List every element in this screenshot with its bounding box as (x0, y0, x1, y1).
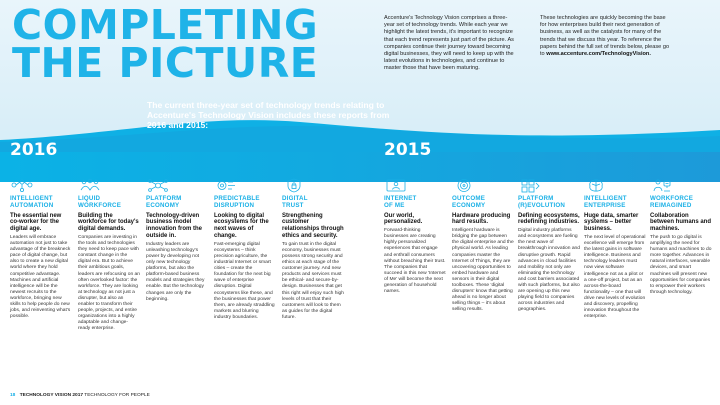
trend-title: PREDICTABLE DISRUPTION (214, 195, 260, 209)
trend-digital-trust (282, 178, 344, 321)
trend-body: Industry leaders are unleashing technology's power by developing not only new technology platforms, but also the platform-based business models and strategies they enable. But the technology changes are only the beginning. (146, 241, 205, 302)
trend-body: Intelligent hardware is bridging the gap between the digital enterprise and the physical world. As leading companies master the Internet of Things, they are uncovering opportunities to embed hardware and sensors in their digital toolboxes. These 'digital disrupters' know that getting ahead is no longer about selling things – it's about selling results. (452, 228, 514, 313)
trend-subtitle: Looking to digital ecosystems for the next waves of change. (214, 212, 269, 239)
intro-text-2 (540, 15, 670, 58)
workforce-people-icon (650, 178, 674, 193)
trend-platform-economy (146, 178, 208, 303)
intro-text-2-body: These technologies are quickly becoming the base for how enterprises build their next generation of business, as well as the catalysts for many of the trends that we discuss this year. To reference the papers behind the full set of trends below, please go to (540, 15, 670, 58)
enterprise-brain-icon (584, 178, 608, 193)
platform-nodes-icon (146, 178, 170, 193)
trend-intelligent-automation (10, 178, 72, 320)
trend-subtitle: The essential new co-worker for the digital age. (10, 212, 62, 233)
trend-subtitle: Our world, personalized. (384, 212, 423, 226)
year-band (0, 140, 720, 182)
trend-title: INTERNET OF ME (384, 195, 417, 209)
intro-text-1: Accenture's Technology Vision comprises a three-year set of technology trends. While each year we highlight the latest trends, it's important to recognize that each trend represents just part of the picture. As companies continue their journey toward becoming digital businesses, they will need to keep up with the latest evolutions in technologies, and continue to master those that have been maturing. (384, 15, 514, 72)
trend-subtitle: Technology-driven business model innovation from the outside in. (146, 212, 202, 239)
trend-body: To gain trust in the digital economy, businesses must possess strong security and ethics at each stage of the customer journey. And new products and services must be ethical- and secure-by-design. Businesses that get this right will enjoy such high levels of trust that their customers will look to them as guides for the digital future. (282, 241, 344, 320)
liquid-people-icon (78, 178, 102, 193)
trend-title: OUTCOME ECONOMY (452, 195, 486, 209)
trend-title: PLATFORM (R)EVOLUTION (518, 195, 566, 209)
disruption-gear-icon (214, 178, 238, 193)
trend-outcome-economy (452, 178, 514, 314)
trend-subtitle: Huge data, smarter systems – better business. (584, 212, 639, 233)
trend-predictable-disruption (214, 178, 276, 321)
trend-title: WORKFORCE REIMAGINED (650, 195, 694, 209)
internet-person-icon (384, 178, 408, 193)
page-number: 18 (10, 393, 16, 398)
vision-link[interactable]: www.accenture.com/TechnologyVision. (546, 51, 651, 58)
trend-internet-of-me (384, 178, 446, 295)
outcome-target-icon (452, 178, 476, 193)
shield-lock-icon (282, 178, 306, 193)
trend-subtitle: Strengthening customer relationships through ethics and security. (282, 212, 344, 239)
title-line-1: COMPLETING (12, 1, 319, 49)
footer-tagline: TECHNOLOGY FOR PEOPLE (84, 393, 150, 398)
trend-subtitle: Collaboration between humans and machines. (650, 212, 712, 233)
trend-body: Digital industry platforms and ecosystems are fueling the next wave of breakthrough innovation and disruptive growth. Rapid advances in cloud facilities and mobility not only are eliminating the technology and cost barriers associated with such platforms, but also are opening up this new playing field to companies across industries and geographies. (518, 228, 580, 313)
title-line-2: THE PICTURE (12, 39, 319, 87)
trend-body: The push to go digital is amplifying the need for humans and machines to do more together. Advances in natural interfaces, wearable devices, and smart machines will present new opportunities for companies to empower their workers through technology. (650, 234, 712, 295)
subheading: The current three-year set of technology trends relating to Accenture's Technology Vision includes these reports from 2016 and 2015: (147, 100, 390, 130)
trend-body: Companies are investing in the tools and technologies they need to keep pace with constant change in the digital era. But to achieve their ambitious goals, leaders are refocusing on an often overlooked factor: the workforce. They are looking at technology as not just a disrupter, but also an enabler to transform their people, projects, and entire organizations into a highly adaptable and change-ready enterprise. (78, 234, 140, 332)
platform-grid-icon (518, 178, 542, 193)
trend-body: Forward-thinking businesses are creating highly personalized experiences that engage and enthrall consumers without breaching their trust. The companies that succeed in this new 'Internet of Me' will become the next generation of household names. (384, 228, 446, 295)
trend-body: Leaders will embrace automation not just to take advantage of the breakneck pace of digital change, but also to create a new digital world where they hold competitive advantage. Machines and artificial intelligence will be the newest recruits to the workforce, bringing new skills to help people do new jobs, and reinventing what's possible. (10, 234, 71, 320)
trend-title: PLATFORM ECONOMY (146, 195, 182, 209)
network-people-icon (10, 178, 34, 193)
trend-intelligent-enterprise (584, 178, 646, 320)
trend-body: Fast-emerging digital ecosystems – think precision agriculture, the industrial Internet or smart cities – create the foundation for the next big wave of enterprise disruption. Digital ecosystems like these, and the businesses that power them, are already straddling markets and blurring industry boundaries. (214, 241, 275, 320)
footer-vision: TECHNOLOGY VISION 2017 (19, 393, 84, 398)
trend-platform-revolution (518, 178, 580, 314)
trend-subtitle: Building the workforce for today's digital demands. (78, 212, 139, 233)
trend-subtitle: Hardware producing hard results. (452, 212, 511, 226)
trend-title: DIGITAL TRUST (282, 195, 308, 209)
trend-title: INTELLIGENT AUTOMATION (10, 195, 54, 209)
page-title (12, 1, 319, 87)
trend-title: LIQUID WORKFORCE (78, 195, 122, 209)
trend-workforce-reimagined (650, 178, 712, 296)
trend-body: The next level of operational excellence will emerge from the latest gains in software intelligence. Business and technology leaders must now view software intelligence not as a pilot or a one-off project, but as an across-the-board functionality – one that will drive new levels of evolution and discovery, propelling innovation throughout the enterprise. (584, 234, 646, 320)
trend-subtitle: Defining ecosystems, redefining industries. (518, 212, 580, 226)
year-2016: 2016 (10, 140, 58, 160)
trend-liquid-workforce (78, 178, 140, 332)
year-2015: 2015 (384, 140, 432, 160)
trend-title: INTELLIGENT ENTERPRISE (584, 195, 627, 209)
page-footer (10, 393, 150, 398)
